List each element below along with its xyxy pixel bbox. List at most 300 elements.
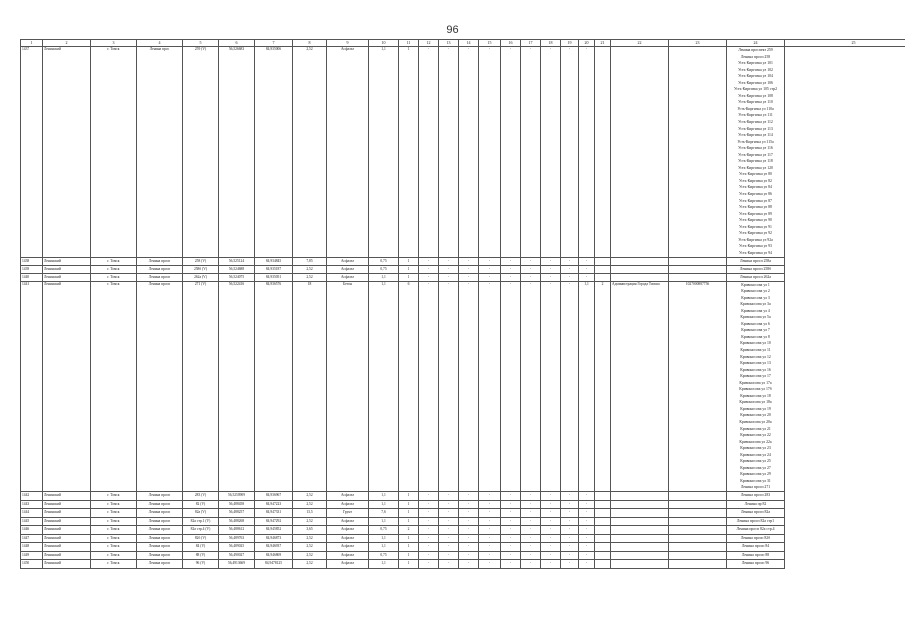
address-list-cell bbox=[727, 492, 785, 501]
table-cell: Ленинский bbox=[43, 551, 91, 560]
table-cell: - bbox=[419, 281, 439, 492]
table-cell: - bbox=[501, 265, 521, 273]
table-cell: - bbox=[479, 47, 501, 258]
table-cell: 84,936967 bbox=[255, 492, 293, 501]
table-row bbox=[21, 47, 905, 258]
table-cell: - bbox=[579, 543, 595, 552]
table-cell: - bbox=[419, 273, 439, 281]
table-cell: 2,52 bbox=[293, 560, 327, 569]
table-cell: - bbox=[541, 560, 561, 569]
table-cell: - bbox=[521, 534, 541, 543]
address-item: Кривоносова ул 12 bbox=[740, 354, 771, 359]
table-header bbox=[21, 40, 905, 47]
table-cell: 283 (V) bbox=[183, 492, 219, 501]
table-cell: 84 (V) bbox=[183, 543, 219, 552]
table-cell: - bbox=[439, 551, 459, 560]
address-item: Усть-Киргизка ул 110 bbox=[738, 100, 773, 105]
table-cell: 1437 bbox=[21, 47, 43, 258]
table-cell: - bbox=[541, 492, 561, 501]
table-cell: - bbox=[419, 560, 439, 569]
table-row bbox=[21, 543, 905, 552]
table-cell: 258 (V) bbox=[183, 257, 219, 265]
table-cell: - bbox=[501, 560, 521, 569]
table-cell: - bbox=[479, 281, 501, 492]
table-cell: 1 bbox=[399, 551, 419, 560]
table-cell: - bbox=[479, 492, 501, 501]
table-cell: - bbox=[521, 526, 541, 535]
column-header: 14 bbox=[459, 40, 479, 47]
table-cell bbox=[669, 257, 727, 265]
column-header: 7 bbox=[255, 40, 293, 47]
address-item: Кривоносова ул 18а bbox=[739, 400, 772, 405]
table-cell bbox=[611, 543, 669, 552]
table-cell bbox=[611, 509, 669, 518]
table-cell: 56,524688 bbox=[219, 265, 255, 273]
column-header: 3 bbox=[91, 40, 137, 47]
address-item: Ленина просп 258 bbox=[740, 54, 771, 59]
table-cell: 7,85 bbox=[293, 257, 327, 265]
address-item: Усть-Киргизка ул 87 bbox=[739, 198, 772, 203]
table-cell: 88 (V) bbox=[183, 551, 219, 560]
address-item: Ленина проспект 259 bbox=[738, 48, 773, 52]
table-cell: 96 (V) bbox=[183, 560, 219, 569]
table-cell: - bbox=[439, 517, 459, 526]
table-cell: - bbox=[459, 492, 479, 501]
address-item: Ленина просп 88 bbox=[741, 552, 770, 557]
table-cell: 82б (V) bbox=[183, 534, 219, 543]
table-cell: Ленинский bbox=[43, 47, 91, 258]
table-cell: - bbox=[479, 534, 501, 543]
table-row bbox=[21, 517, 905, 526]
table-cell: Ленина просп bbox=[137, 509, 183, 518]
column-header: 1 bbox=[21, 40, 43, 47]
table-cell: - bbox=[439, 543, 459, 552]
table-cell: 56,488458 bbox=[219, 500, 255, 509]
table-cell: - bbox=[541, 281, 561, 492]
table-cell: - bbox=[479, 265, 501, 273]
table-cell: Ленина просп bbox=[137, 281, 183, 492]
address-item: Усть-Киргизка ул 110а bbox=[737, 106, 774, 111]
table-cell: - bbox=[501, 492, 521, 501]
address-item: Кривоносова ул 7 bbox=[741, 328, 770, 333]
table-cell: г. Томск bbox=[91, 257, 137, 265]
table-cell bbox=[669, 492, 727, 501]
table-cell: - bbox=[541, 517, 561, 526]
table-cell: - bbox=[561, 534, 579, 543]
table-cell: - bbox=[541, 551, 561, 560]
address-item: Кривоносова ул 31 bbox=[740, 478, 771, 483]
address-item: Усть-Киргизка ул 88 bbox=[739, 205, 772, 210]
table-cell: 1445 bbox=[21, 517, 43, 526]
table-cell bbox=[595, 534, 611, 543]
table-cell: - bbox=[419, 509, 439, 518]
table-row bbox=[21, 551, 905, 560]
table-cell: - bbox=[419, 551, 439, 560]
address-item: Кривоносова ул 4 bbox=[741, 308, 770, 313]
table-cell: Ленина просп bbox=[137, 257, 183, 265]
table-cell: 84,947292 bbox=[255, 517, 293, 526]
address-item: Кривоносова ул 8 bbox=[741, 334, 770, 339]
table-cell: Ленинский bbox=[43, 492, 91, 501]
address-item: Кривоносова ул 19 bbox=[740, 406, 771, 411]
table-cell: 56,489763 bbox=[219, 534, 255, 543]
table-cell: 3,65 bbox=[293, 526, 327, 535]
table-cell bbox=[611, 560, 669, 569]
table-cell bbox=[669, 500, 727, 509]
address-item: Ленина просп 258а bbox=[740, 258, 771, 263]
address-item: Кривоносова ул 20а bbox=[739, 419, 772, 424]
address-item: Ленина просп 262а bbox=[740, 274, 771, 279]
table-cell: 1443 bbox=[21, 500, 43, 509]
table-cell: - bbox=[479, 500, 501, 509]
table-cell bbox=[611, 265, 669, 273]
column-header: 15 bbox=[479, 40, 501, 47]
table-cell: - bbox=[439, 273, 459, 281]
table-cell: - bbox=[501, 500, 521, 509]
table-cell: 82а (V) bbox=[183, 509, 219, 518]
table-cell: 84,936576 bbox=[255, 281, 293, 492]
column-header: 19 bbox=[561, 40, 579, 47]
address-list-cell bbox=[727, 500, 785, 509]
address-list-cell bbox=[727, 273, 785, 281]
table-cell: Ленинский bbox=[43, 281, 91, 492]
address-item: Усть-Киргизка ул 112 bbox=[738, 120, 773, 125]
table-cell: - bbox=[439, 257, 459, 265]
table-cell: г. Томск bbox=[91, 47, 137, 258]
table-cell: Ленинский bbox=[43, 509, 91, 518]
address-list-cell bbox=[727, 560, 785, 569]
table-cell: 2,52 bbox=[293, 551, 327, 560]
table-cell: Асфальт bbox=[327, 265, 369, 273]
address-list-cell bbox=[727, 526, 785, 535]
address-item: Усть-Киргизка ул 118 bbox=[738, 159, 773, 164]
table-cell: Ленинский bbox=[43, 560, 91, 569]
table-cell: 56,488612 bbox=[219, 526, 255, 535]
table-cell: - bbox=[479, 560, 501, 569]
table-cell bbox=[611, 534, 669, 543]
table-cell: - bbox=[501, 509, 521, 518]
column-header: 9 bbox=[327, 40, 369, 47]
table-cell: 84,946937 bbox=[255, 543, 293, 552]
table-cell: - bbox=[579, 526, 595, 535]
table-cell: 84,945852 bbox=[255, 526, 293, 535]
address-item: Кривоносова ул 27 bbox=[740, 465, 771, 470]
address-item: Усть-Киргизка ул 92а bbox=[738, 237, 773, 242]
address-item: Кривоносова ул 1 bbox=[741, 282, 770, 287]
register-table bbox=[20, 39, 905, 569]
table-cell: - bbox=[439, 526, 459, 535]
table-row bbox=[21, 273, 905, 281]
table-cell: Ленина просп bbox=[137, 551, 183, 560]
table-cell: 2,52 bbox=[293, 492, 327, 501]
table-cell: 6 bbox=[399, 281, 419, 492]
table-cell: - bbox=[459, 560, 479, 569]
address-item: Кривоносова ул 17 bbox=[740, 374, 771, 379]
table-cell: 1446 bbox=[21, 526, 43, 535]
address-item: Кривоносова ул 3 bbox=[741, 295, 770, 300]
column-header: 22 bbox=[611, 40, 669, 47]
table-cell: Ленинский bbox=[43, 273, 91, 281]
table-cell: 258б (V) bbox=[183, 265, 219, 273]
address-item: Кривоносова ул 18 bbox=[740, 393, 771, 398]
table-row bbox=[21, 492, 905, 501]
table-cell: Администрация Города Томска bbox=[611, 281, 669, 492]
table-cell: - bbox=[521, 492, 541, 501]
table-cell: г. Томск bbox=[91, 543, 137, 552]
address-item: Усть-Киргизка ул 106 bbox=[738, 80, 773, 85]
table-cell: 56,4913669 bbox=[219, 560, 255, 569]
table-cell: - bbox=[541, 257, 561, 265]
table-cell: 84,946873 bbox=[255, 534, 293, 543]
table-cell: Ленина просп bbox=[137, 543, 183, 552]
table-cell: 1,1 bbox=[369, 492, 399, 501]
table-cell: Асфальт bbox=[327, 543, 369, 552]
table-cell bbox=[669, 560, 727, 569]
table-cell: - bbox=[479, 257, 501, 265]
table-cell bbox=[595, 551, 611, 560]
table-row bbox=[21, 281, 905, 492]
table-row bbox=[21, 265, 905, 273]
address-item: Усть-Киргизка ул 80 bbox=[739, 172, 772, 177]
address-item: Кривоносова ул 24 bbox=[740, 452, 771, 457]
column-header: 20 bbox=[579, 40, 595, 47]
table-cell: - bbox=[501, 543, 521, 552]
table-cell: Ленинский bbox=[43, 500, 91, 509]
table-cell: г. Томск bbox=[91, 517, 137, 526]
table-cell: 0,75 bbox=[369, 257, 399, 265]
table-cell: - bbox=[561, 257, 579, 265]
table-cell: - bbox=[521, 560, 541, 569]
table-cell: 259 (V) bbox=[183, 47, 219, 258]
table-cell: Бетон bbox=[327, 281, 369, 492]
table-cell: - bbox=[541, 543, 561, 552]
address-item: Кривоносова ул 20 bbox=[740, 413, 771, 418]
table-cell: Асфальт bbox=[327, 500, 369, 509]
table-cell: Ленинский bbox=[43, 534, 91, 543]
table-cell: Асфальт bbox=[327, 257, 369, 265]
table-cell: - bbox=[459, 526, 479, 535]
table-cell: 1 bbox=[399, 265, 419, 273]
register-table-container bbox=[20, 39, 878, 569]
table-cell: 1450 bbox=[21, 560, 43, 569]
address-item: Усть-Киргизка ул 116 bbox=[738, 146, 773, 151]
address-item: Кривоносова ул 23 bbox=[740, 446, 771, 451]
table-cell bbox=[611, 551, 669, 560]
table-cell bbox=[595, 492, 611, 501]
table-cell: 1,1 bbox=[369, 281, 399, 492]
address-list-cell bbox=[727, 509, 785, 518]
table-cell: - bbox=[521, 543, 541, 552]
table-cell bbox=[595, 265, 611, 273]
address-item: Усть-Киргизка ул 93 bbox=[739, 244, 772, 249]
column-header: 4 bbox=[137, 40, 183, 47]
table-cell: - bbox=[459, 47, 479, 258]
table-cell: 56,488257 bbox=[219, 509, 255, 518]
table-cell: 1447 bbox=[21, 534, 43, 543]
table-cell: - bbox=[501, 257, 521, 265]
table-cell: 7,6 bbox=[369, 509, 399, 518]
table-cell: г. Томск bbox=[91, 534, 137, 543]
table-cell: г. Томск bbox=[91, 526, 137, 535]
table-cell: - bbox=[439, 560, 459, 569]
column-header: 23 bbox=[669, 40, 727, 47]
column-header: 10 bbox=[369, 40, 399, 47]
address-item: Ленина просп 271 bbox=[740, 485, 771, 490]
address-item: Усть-Киргизка ул 120 bbox=[738, 165, 773, 170]
table-cell: - bbox=[459, 273, 479, 281]
table-cell: - bbox=[439, 47, 459, 258]
table-cell bbox=[595, 526, 611, 535]
address-item: Усть-Киргизка ул 113 bbox=[738, 126, 773, 131]
table-row bbox=[21, 526, 905, 535]
table-cell: 1,1 bbox=[579, 281, 595, 492]
table-cell: - bbox=[579, 257, 595, 265]
table-cell: - bbox=[561, 526, 579, 535]
address-item: Кривоносова ул 22 bbox=[740, 433, 771, 438]
column-header: 25 bbox=[785, 40, 905, 47]
table-cell: - bbox=[419, 500, 439, 509]
address-item: Усть-Киргизка ул 102 bbox=[738, 67, 773, 72]
table-cell: 1444 bbox=[21, 509, 43, 518]
table-cell: 2 bbox=[399, 526, 419, 535]
table-cell: Асфальт bbox=[327, 517, 369, 526]
column-header: 16 bbox=[501, 40, 521, 47]
table-cell: - bbox=[541, 500, 561, 509]
table-cell: 1 bbox=[399, 492, 419, 501]
table-cell: 56,525124 bbox=[219, 257, 255, 265]
address-item: Усть-Киргизка ул 101 bbox=[738, 61, 773, 66]
address-item: Усть-Киргизка ул 114 bbox=[738, 133, 773, 138]
table-cell: - bbox=[501, 281, 521, 492]
table-cell: - bbox=[521, 517, 541, 526]
table-cell: 1027000887756 bbox=[669, 281, 727, 492]
table-cell: 56,522416 bbox=[219, 281, 255, 492]
table-cell: - bbox=[419, 492, 439, 501]
table-cell bbox=[669, 47, 727, 258]
table-cell: 1,1 bbox=[369, 47, 399, 258]
table-cell: - bbox=[479, 509, 501, 518]
address-list-cell bbox=[727, 265, 785, 273]
table-cell: - bbox=[579, 560, 595, 569]
page-number: 96 bbox=[446, 24, 459, 36]
table-cell: 84,9478125 bbox=[255, 560, 293, 569]
table-cell bbox=[595, 543, 611, 552]
table-cell: 0,75 bbox=[369, 526, 399, 535]
table-cell: Асфальт bbox=[327, 273, 369, 281]
table-cell: Асфальт bbox=[327, 534, 369, 543]
table-cell: 1,1 bbox=[369, 500, 399, 509]
table-cell: - bbox=[521, 500, 541, 509]
table-cell: - bbox=[521, 273, 541, 281]
table-cell: 84,946869 bbox=[255, 551, 293, 560]
table-cell bbox=[669, 534, 727, 543]
address-list-cell bbox=[727, 281, 785, 492]
address-item: Кривоносова ул 2 bbox=[741, 289, 770, 294]
table-cell: г. Томск bbox=[91, 265, 137, 273]
table-cell: 1440 bbox=[21, 273, 43, 281]
table-cell: 1,1 bbox=[369, 273, 399, 281]
table-cell: - bbox=[579, 534, 595, 543]
table-cell: - bbox=[419, 257, 439, 265]
address-item: Усть-Киргизка ул 90 bbox=[739, 218, 772, 223]
table-cell: Ленинский bbox=[43, 543, 91, 552]
table-cell: 1 bbox=[399, 257, 419, 265]
address-item: Кривоносова ул 10 bbox=[740, 341, 771, 346]
address-item: Ленина просп 84 bbox=[741, 544, 770, 548]
table-row bbox=[21, 560, 905, 569]
table-cell: - bbox=[459, 281, 479, 492]
table-cell: 1 bbox=[399, 500, 419, 509]
table-cell: - bbox=[459, 543, 479, 552]
table-cell bbox=[611, 257, 669, 265]
table-cell: 56,526683 bbox=[219, 47, 255, 258]
address-item: Кривоносова ул 17а bbox=[739, 380, 772, 385]
table-cell: - bbox=[459, 517, 479, 526]
table-cell: 2 bbox=[595, 281, 611, 492]
table-cell: 2,52 bbox=[293, 265, 327, 273]
table-cell: 2,52 bbox=[293, 543, 327, 552]
table-cell: - bbox=[541, 526, 561, 535]
table-cell: - bbox=[419, 534, 439, 543]
table-cell: - bbox=[579, 500, 595, 509]
address-item: Усть-Киргизка ул 117 bbox=[738, 152, 773, 157]
table-cell: - bbox=[579, 273, 595, 281]
table-cell: 1449 bbox=[21, 551, 43, 560]
address-item: Кривоносова ул 11 bbox=[740, 347, 771, 352]
table-cell bbox=[611, 273, 669, 281]
address-item: Кривоносова ул 16 bbox=[740, 367, 771, 372]
address-item: Усть-Киргизка ул 82 bbox=[739, 178, 772, 183]
table-cell: г. Томск bbox=[91, 560, 137, 569]
table-cell bbox=[669, 551, 727, 560]
table-cell bbox=[611, 500, 669, 509]
table-cell: 0,75 bbox=[369, 265, 399, 273]
address-list-cell bbox=[727, 517, 785, 526]
column-header: 24 bbox=[727, 40, 785, 47]
table-cell: - bbox=[501, 47, 521, 258]
table-cell: 1448 bbox=[21, 543, 43, 552]
table-cell: - bbox=[541, 534, 561, 543]
address-list-cell bbox=[727, 47, 785, 258]
table-cell: 56,490027 bbox=[219, 551, 255, 560]
table-cell: 1 bbox=[399, 560, 419, 569]
table-cell: - bbox=[419, 265, 439, 273]
table-cell: - bbox=[479, 273, 501, 281]
table-cell: г. Томск bbox=[91, 273, 137, 281]
table-cell: 84,934845 bbox=[255, 257, 293, 265]
table-row bbox=[21, 257, 905, 265]
table-cell: - bbox=[439, 265, 459, 273]
table-cell: Ленина просп bbox=[137, 273, 183, 281]
address-item: Кривоносова ул 3а bbox=[740, 302, 771, 307]
table-cell: - bbox=[439, 281, 459, 492]
table-cell: Ленинский bbox=[43, 526, 91, 535]
table-cell: 13,5 bbox=[293, 509, 327, 518]
column-header: 2 bbox=[43, 40, 91, 47]
column-header: 12 bbox=[419, 40, 439, 47]
address-item: Кривоносова ул 22а bbox=[739, 439, 772, 444]
table-cell: - bbox=[561, 281, 579, 492]
address-item: Кривоносова ул 5а bbox=[740, 315, 771, 320]
table-cell: Ленина просп bbox=[137, 492, 183, 501]
address-list-cell bbox=[727, 551, 785, 560]
table-cell: - bbox=[561, 273, 579, 281]
table-cell: 1,1 bbox=[369, 543, 399, 552]
address-list-cell bbox=[727, 543, 785, 552]
table-cell: - bbox=[501, 551, 521, 560]
address-list-cell bbox=[727, 534, 785, 543]
table-cell: 1441 bbox=[21, 281, 43, 492]
